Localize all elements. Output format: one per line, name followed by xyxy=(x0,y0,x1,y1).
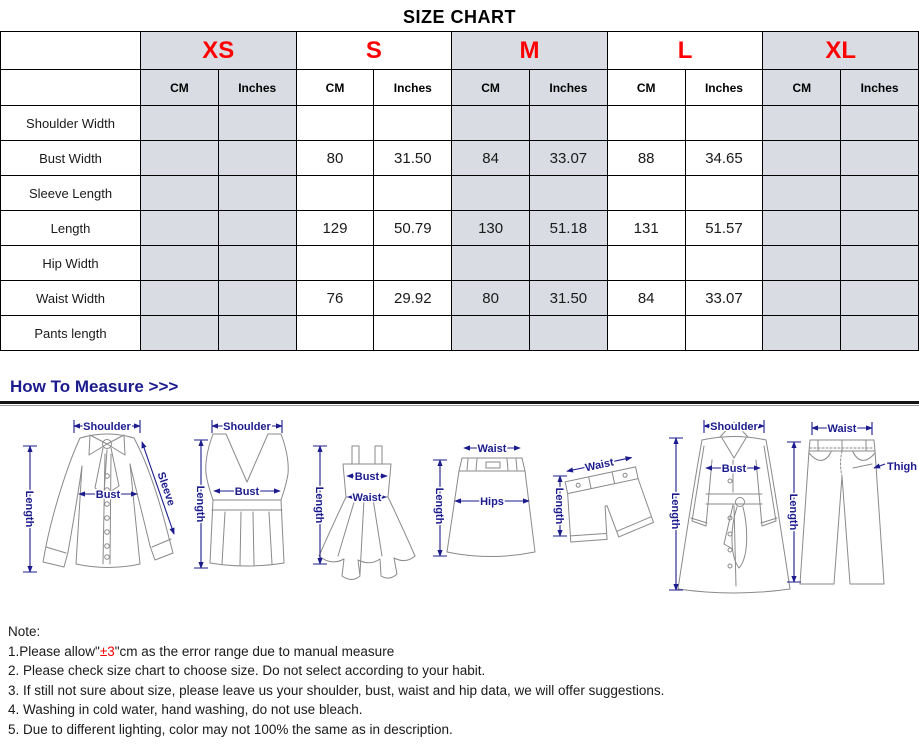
size-cell: 84 xyxy=(607,281,685,316)
shorts-waist-label: Waist xyxy=(584,456,615,475)
size-cell xyxy=(296,246,374,281)
size-cell xyxy=(374,106,452,141)
blouse-bust-label: Bust xyxy=(95,489,121,501)
size-cell xyxy=(218,246,296,281)
page-title: SIZE CHART xyxy=(403,7,516,27)
size-cell xyxy=(685,106,763,141)
table-row xyxy=(1,246,919,281)
dress-length-label: Length xyxy=(313,486,325,524)
size-cell xyxy=(374,176,452,211)
coat-shoulder-label: Shoulder xyxy=(710,421,758,433)
unit-header-cm: CM xyxy=(296,70,374,106)
size-cell xyxy=(296,316,374,351)
size-cell xyxy=(141,211,219,246)
size-header-m: M xyxy=(452,32,608,70)
row-label: Bust Width xyxy=(1,141,141,176)
size-cell xyxy=(607,106,685,141)
how-to-measure-heading: How To Measure >>> xyxy=(10,377,179,396)
size-cell: 76 xyxy=(296,281,374,316)
size-cell xyxy=(374,316,452,351)
size-cell: 88 xyxy=(607,141,685,176)
size-cell xyxy=(141,176,219,211)
size-cell xyxy=(452,106,530,141)
size-cell: 31.50 xyxy=(529,281,607,316)
note-line-text: 1.Please allow" xyxy=(8,643,100,659)
measure-figures xyxy=(0,406,919,616)
size-cell xyxy=(841,316,919,351)
skirt-length-label: Length xyxy=(433,487,445,525)
size-cell xyxy=(529,316,607,351)
size-cell xyxy=(685,316,763,351)
coat-length-label: Length xyxy=(669,492,681,530)
size-cell: 129 xyxy=(296,211,374,246)
tank-shoulder-label: Shoulder xyxy=(223,421,271,433)
size-cell: 34.65 xyxy=(685,141,763,176)
size-header-s: S xyxy=(296,32,452,70)
size-cell: 31.50 xyxy=(374,141,452,176)
table-row xyxy=(1,316,919,351)
size-cell: 131 xyxy=(607,211,685,246)
size-header-row xyxy=(1,32,919,70)
unit-header-inches: Inches xyxy=(841,70,919,106)
size-cell xyxy=(841,176,919,211)
coat-bust-label: Bust xyxy=(721,463,747,475)
table-row xyxy=(1,106,919,141)
figure-blouse xyxy=(23,420,177,572)
size-cell xyxy=(841,211,919,246)
size-cell xyxy=(529,176,607,211)
note-line: 2. Please check size chart to choose size. Do not select according to your habit. xyxy=(8,663,486,678)
size-cell xyxy=(763,141,841,176)
row-label: Waist Width xyxy=(1,281,141,316)
size-cell xyxy=(841,281,919,316)
blouse-shoulder-label: Shoulder xyxy=(83,421,131,433)
size-cell xyxy=(374,246,452,281)
divider-line xyxy=(0,401,919,404)
size-cell: 50.79 xyxy=(374,211,452,246)
size-header-xl: XL xyxy=(763,32,919,70)
note-line xyxy=(8,642,919,662)
size-cell xyxy=(607,246,685,281)
dress-waist-label: Waist xyxy=(352,492,382,504)
row-label: Length xyxy=(1,211,141,246)
dress-bust-label: Bust xyxy=(354,471,380,483)
size-cell: 33.07 xyxy=(529,141,607,176)
unit-header-cm: CM xyxy=(763,70,841,106)
size-cell xyxy=(841,141,919,176)
size-cell xyxy=(529,106,607,141)
figure-shorts xyxy=(553,451,655,547)
tank-length-label: Length xyxy=(194,485,206,523)
size-cell xyxy=(218,176,296,211)
size-cell: 84 xyxy=(452,141,530,176)
size-cell: 80 xyxy=(452,281,530,316)
size-cell: 51.57 xyxy=(685,211,763,246)
unit-header-inches: Inches xyxy=(374,70,452,106)
table-row xyxy=(1,176,919,211)
size-cell xyxy=(296,176,374,211)
size-header-l: L xyxy=(607,32,763,70)
pants-waist-label: Waist xyxy=(827,423,857,435)
size-cell: 29.92 xyxy=(374,281,452,316)
note-line-text: "cm as the error range due to manual measure xyxy=(114,643,395,659)
note-highlight: ±3 xyxy=(99,643,115,659)
size-cell xyxy=(529,246,607,281)
size-cell xyxy=(218,141,296,176)
size-cell xyxy=(452,176,530,211)
size-cell xyxy=(763,316,841,351)
tank-bust-label: Bust xyxy=(234,486,260,498)
unit-header-cm: CM xyxy=(452,70,530,106)
size-cell xyxy=(218,106,296,141)
size-cell xyxy=(841,106,919,141)
notes-section xyxy=(0,616,919,739)
unit-header-cm: CM xyxy=(141,70,219,106)
table-row xyxy=(1,211,919,246)
size-cell xyxy=(218,316,296,351)
note-line: 4. Washing in cold water, hand washing, do not use bleach. xyxy=(8,702,363,717)
size-cell xyxy=(841,246,919,281)
table-row xyxy=(1,141,919,176)
size-cell xyxy=(141,316,219,351)
note-line: 5. Due to different lighting, color may not 100% the same as in description. xyxy=(8,721,453,737)
size-cell xyxy=(607,176,685,211)
unit-header-inches: Inches xyxy=(218,70,296,106)
size-cell: 33.07 xyxy=(685,281,763,316)
unit-header-row xyxy=(1,70,919,106)
figure-skirt xyxy=(433,443,535,557)
size-cell: 51.18 xyxy=(529,211,607,246)
table-row xyxy=(1,281,919,316)
figure-coat xyxy=(669,420,790,593)
size-cell xyxy=(218,211,296,246)
pants-length-label: Length xyxy=(787,493,799,531)
size-cell xyxy=(763,106,841,141)
figure-dress xyxy=(313,446,415,580)
size-cell xyxy=(141,246,219,281)
size-cell xyxy=(141,281,219,316)
row-label: Shoulder Width xyxy=(1,106,141,141)
size-cell xyxy=(685,176,763,211)
size-cell xyxy=(452,246,530,281)
size-cell xyxy=(763,211,841,246)
size-chart-table xyxy=(0,31,919,351)
notes-heading: Note: xyxy=(8,624,41,639)
unit-header-inches: Inches xyxy=(685,70,763,106)
size-cell xyxy=(141,141,219,176)
blouse-length-label: Length xyxy=(23,490,35,528)
size-cell: 80 xyxy=(296,141,374,176)
size-cell xyxy=(763,281,841,316)
skirt-hips-label: Hips xyxy=(480,496,504,508)
size-cell xyxy=(763,176,841,211)
shorts-length-label: Length xyxy=(553,487,565,525)
pants-thigh-label: Thigh xyxy=(887,461,917,473)
size-header-xs: XS xyxy=(141,32,297,70)
unit-header-cm: CM xyxy=(607,70,685,106)
size-cell xyxy=(141,106,219,141)
corner-cell xyxy=(1,32,141,70)
figure-pants xyxy=(787,422,917,584)
note-line: 3. If still not sure about size, please leave us your shoulder, bust, waist and hip data, we will offer suggestions. xyxy=(8,682,665,698)
size-cell xyxy=(763,246,841,281)
size-cell xyxy=(452,316,530,351)
size-cell xyxy=(296,106,374,141)
figure-tank-top xyxy=(194,420,288,568)
size-cell xyxy=(218,281,296,316)
size-cell: 130 xyxy=(452,211,530,246)
unit-header-inches: Inches xyxy=(529,70,607,106)
corner-cell xyxy=(1,70,141,106)
row-label: Pants length xyxy=(1,316,141,351)
blouse-sleeve-label: Sleeve xyxy=(154,470,178,508)
skirt-waist-label: Waist xyxy=(477,443,507,455)
row-label: Sleeve Length xyxy=(1,176,141,211)
row-label: Hip Width xyxy=(1,246,141,281)
size-cell xyxy=(685,246,763,281)
size-cell xyxy=(607,316,685,351)
